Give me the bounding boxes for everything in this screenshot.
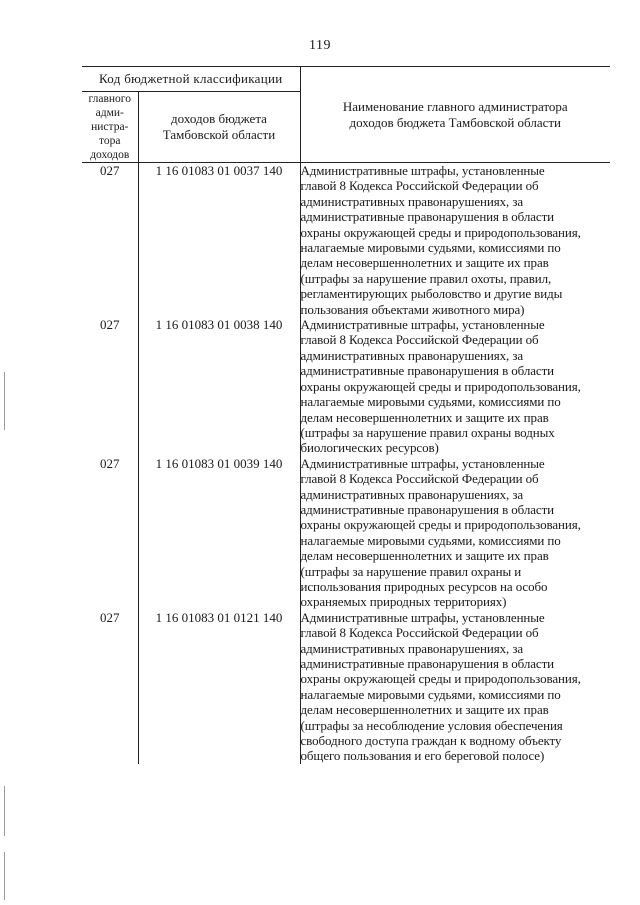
- header-main-administrator: [82, 92, 138, 163]
- name-line: охраны окружающей среды и природопользования,: [300, 224, 581, 240]
- administrator-name-cell: [300, 317, 610, 456]
- name-line: налагаемые мировыми судьями, комиссиями по: [300, 240, 561, 256]
- header-name-line: Наименование главного администратора: [342, 98, 568, 114]
- admin-code-cell: 027: [82, 456, 138, 610]
- header-budget-classification-code: Код бюджетной классификации: [82, 67, 300, 92]
- name-line: охраны окружающей среды и природопользования,: [300, 671, 581, 687]
- administrator-name-cell: [300, 610, 610, 764]
- name-line: (штрафы за несоблюдение условия обеспечения: [300, 717, 563, 733]
- header-administrator-name: [300, 67, 610, 163]
- name-line: Административные штрафы, установленные: [300, 455, 545, 471]
- header-income-line: Тамбовской области: [162, 127, 276, 142]
- name-line: административные правонарушения в области: [300, 501, 555, 517]
- name-line: свободного доступа граждан к водному объекту: [300, 733, 562, 749]
- name-line: делам несовершеннолетних и защите их прав: [300, 702, 549, 718]
- name-line: (штрафы за нарушение правил охраны и: [300, 563, 522, 579]
- name-line: административных правонарушениях, за: [300, 640, 524, 656]
- name-line: административные правонарушения в области: [300, 656, 555, 671]
- name-line: делам несовершеннолетних и защите их прав: [300, 548, 549, 564]
- name-line: Административные штрафы, установленные: [300, 317, 545, 333]
- header-main-line: тора: [99, 135, 121, 147]
- admin-code-cell: 027: [82, 317, 138, 456]
- scan-artifact: [4, 852, 5, 900]
- table-row: [82, 456, 610, 610]
- name-line: охраны окружающей среды и природопользования,: [300, 378, 581, 394]
- header-main-line: главного: [88, 93, 131, 105]
- name-line: главой 8 Кодекса Российской Федерации об: [300, 471, 539, 487]
- name-line: (штрафы за нарушение правил охраны водных: [300, 424, 555, 440]
- table-row: [82, 317, 610, 456]
- header-name-line: доходов бюджета Тамбовской области: [349, 114, 562, 130]
- name-line: главой 8 Кодекса Российской Федерации об: [300, 332, 539, 348]
- name-line: административные правонарушения в области: [300, 209, 555, 225]
- page-number: 119: [309, 38, 331, 53]
- header-main-line: адми-: [95, 107, 124, 119]
- kbk-code-cell: 1 16 01083 01 0121 140: [138, 610, 300, 764]
- scan-artifact: [4, 786, 5, 836]
- scan-artifact: [4, 372, 5, 430]
- name-line: регламентирующих рыболовство и другие виды: [300, 286, 563, 302]
- name-line: главой 8 Кодекса Российской Федерации об: [300, 625, 539, 641]
- kbk-code-cell: 1 16 01083 01 0039 140: [138, 456, 300, 610]
- name-line: административные правонарушения в области: [300, 363, 555, 379]
- name-line: охраны окружающей среды и природопользования,: [300, 517, 581, 533]
- name-line: делам несовершеннолетних и защите их прав: [300, 409, 549, 425]
- name-line: использования природных ресурсов на особо: [300, 578, 548, 594]
- table-row: [82, 163, 610, 318]
- admin-code-cell: 027: [82, 610, 138, 764]
- name-line: главой 8 Кодекса Российской Федерации об: [300, 178, 539, 194]
- admin-code-cell: 027: [82, 163, 138, 318]
- table-row: [82, 610, 610, 764]
- name-line: Административные штрафы, установленные: [300, 163, 545, 178]
- name-line: биологических ресурсов): [300, 440, 439, 456]
- header-income-line: доходов бюджета: [171, 111, 267, 126]
- name-line: налагаемые мировыми судьями, комиссиями по: [300, 532, 561, 548]
- name-line: Административные штрафы, установленные: [300, 609, 545, 625]
- kbk-code-cell: 1 16 01083 01 0038 140: [138, 317, 300, 456]
- header-main-line: доходов: [90, 149, 130, 161]
- budget-classification-table: [82, 66, 610, 764]
- name-line: общего пользования и его береговой полосе): [300, 748, 545, 764]
- administrator-name-cell: [300, 456, 610, 610]
- name-line: налагаемые мировыми судьями, комиссиями по: [300, 394, 561, 410]
- name-line: административных правонарушениях, за: [300, 347, 524, 363]
- header-income-code: [138, 92, 300, 163]
- name-line: административных правонарушениях, за: [300, 193, 524, 209]
- kbk-code-cell: 1 16 01083 01 0037 140: [138, 163, 300, 318]
- name-line: налагаемые мировыми судьями, комиссиями по: [300, 686, 561, 702]
- name-line: охраняемых природных территориях): [300, 594, 507, 610]
- name-line: административных правонарушениях, за: [300, 486, 524, 502]
- administrator-name-cell: [300, 163, 610, 318]
- header-main-line: нистра-: [91, 121, 129, 133]
- name-line: (штрафы за нарушение правил охоты, правил,: [300, 270, 552, 286]
- name-line: пользования объектами животного мира): [300, 301, 525, 317]
- name-line: делам несовершеннолетних и защите их прав: [300, 255, 549, 271]
